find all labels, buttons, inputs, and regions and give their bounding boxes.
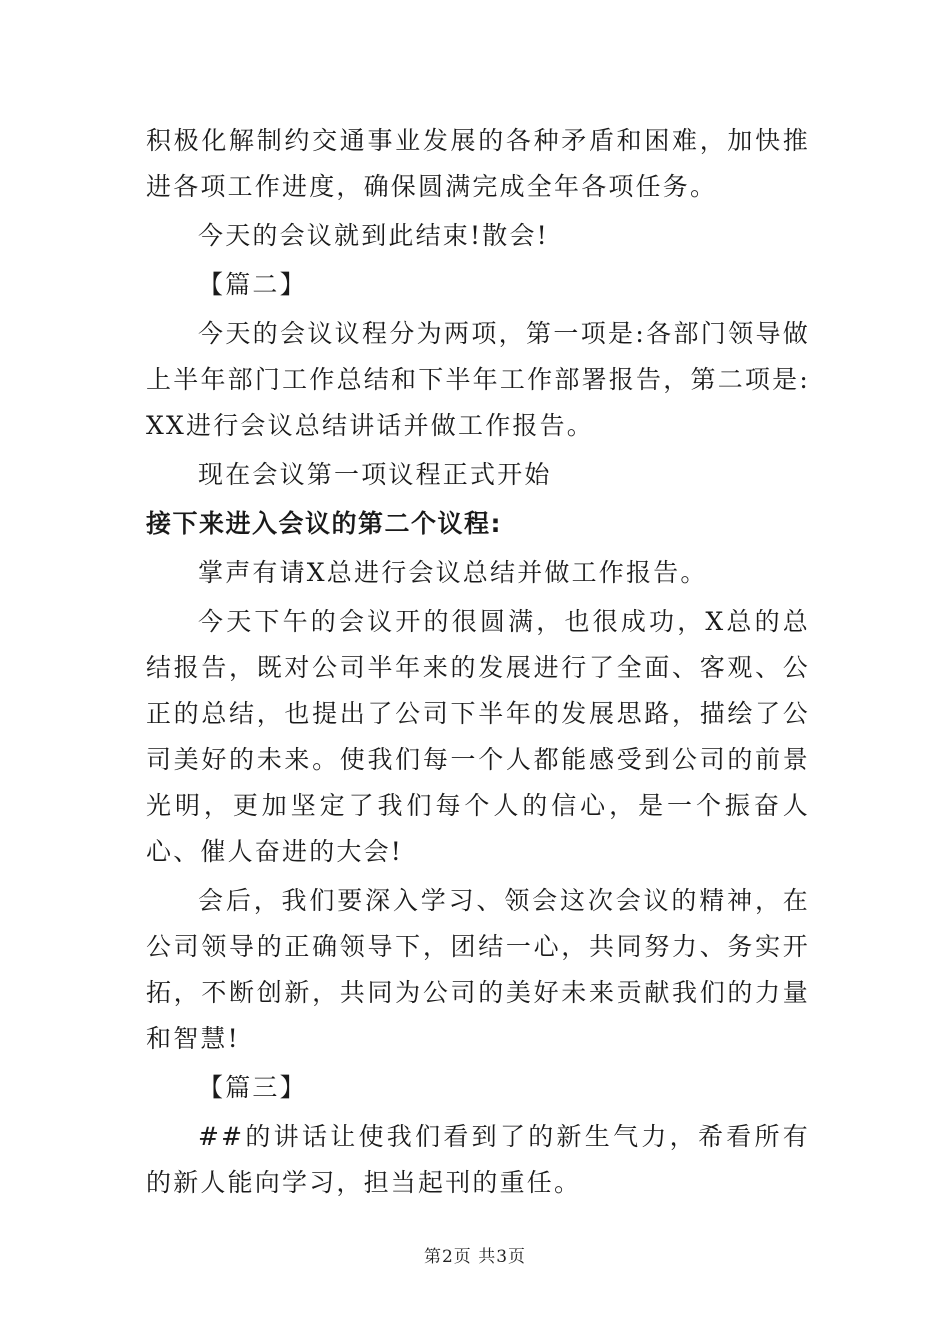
bold-heading: 接下来进入会议的第二个议程: (146, 509, 502, 538)
paragraph: 今天下午的会议开的很圆满，也很成功，X总的总结报告，既对公司半年来的发展进行了全面、客观、公正的总结，也提出了公司下半年的发展思路，描绘了公司美好的未来。使我们每一个人都能感受到公司的前景光明，更加坚定了我们每个人的信心，是一个振奋人心、催人奋进的大会! (146, 607, 810, 866)
paragraph: 现在会议第一项议程正式开始 (198, 460, 552, 489)
document-body (146, 118, 810, 1209)
paragraph: 今天的会议就到此结束!散会! (198, 221, 549, 250)
section-heading: 【篇三】 (198, 1073, 307, 1102)
page-footer: 第2页 共3页 (423, 1247, 527, 1267)
paragraph: 会后，我们要深入学习、领会这次会议的精神，在公司领导的正确领导下，团结一心，共同努力、务实开拓，不断创新，共同为公司的美好未来贡献我们的力量和智慧! (146, 886, 810, 1053)
paragraph: 今天的会议议程分为两项，第一项是:各部门领导做上半年部门工作总结和下半年工作部署报告，第二项是:XX进行会议总结讲话并做工作报告。 (146, 319, 810, 440)
paragraph: 积极化解制约交通事业发展的各种矛盾和困难，加快推进各项工作进度，确保圆满完成全年各项任务。 (146, 126, 810, 201)
section-heading: 【篇二】 (198, 270, 307, 299)
paragraph: ##的讲话让使我们看到了的新生气力，希看所有的新人能向学习，担当起刊的重任。 (146, 1122, 810, 1197)
paragraph: 掌声有请X总进行会议总结并做工作报告。 (198, 558, 708, 587)
